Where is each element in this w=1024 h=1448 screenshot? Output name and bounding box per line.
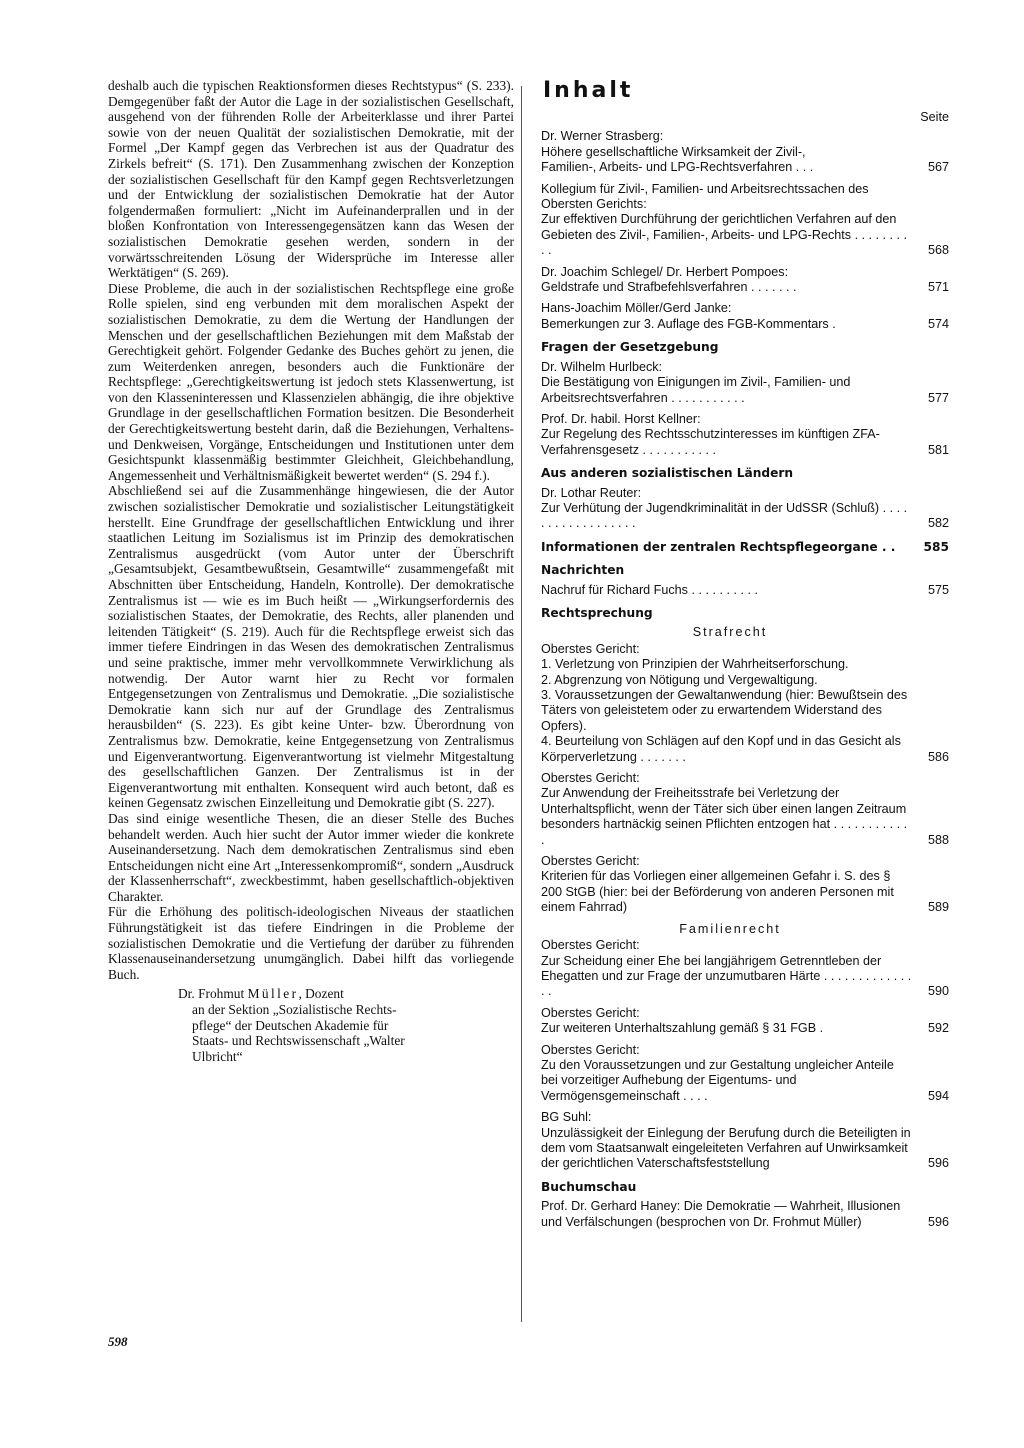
toc-entry-text — [541, 771, 913, 848]
toc-entry-author: BG Suhl: — [541, 1110, 592, 1125]
toc-title: Inhalt — [543, 78, 634, 103]
article-column — [108, 78, 514, 1064]
toc-entry-line: Kriterien für das Vorliegen einer allgemeinen Gefahr i. S. des § 200 StGB (hier: bei der Beförderung von anderen Personen mit einem Fahrrad) — [541, 869, 894, 915]
toc-entry-author: Dr. Wilhelm Hurlbeck: — [541, 359, 663, 374]
toc-entry — [541, 854, 949, 916]
toc-entry-line: Familien-, Arbeits- und LPG-Rechtsverfahren . . . — [541, 160, 814, 175]
toc-entry-line: Prof. Dr. Gerhard Haney: Die Demokratie — Wahrheit, Illusionen und Verfälschungen (besprochen von Dr. Frohmut Müller) — [541, 1199, 901, 1229]
toc-page-header: Seite — [920, 110, 949, 124]
toc-entry-author: Oberstes Gericht: — [541, 771, 640, 786]
toc-entry-text — [541, 938, 913, 1000]
toc-entry — [541, 938, 949, 1000]
toc-entry — [541, 642, 949, 765]
toc-entry-line: Nachruf für Richard Fuchs . . . . . . . . . . — [541, 582, 758, 597]
toc-entry-text — [541, 1110, 913, 1172]
toc-entry-line: Höhere gesellschaftliche Wirksamkeit der Zivil-, — [541, 144, 806, 159]
toc-entry-page: 596 — [927, 1214, 949, 1229]
toc-entry-page: 582 — [927, 516, 949, 531]
toc-entry-line: Zur Scheidung einer Ehe bei langjährigem Getrenntleben der Ehegatten und zur Frage der unzumutbaren Härte . . . . . . . . . . . . . . . — [541, 953, 912, 999]
toc-entry-page: 571 — [927, 280, 949, 295]
toc-entry-author: Oberstes Gericht: — [541, 1042, 640, 1057]
toc-entry-page: 589 — [927, 900, 949, 915]
toc-entry-page: 577 — [927, 390, 949, 405]
toc-entry-author: Oberstes Gericht: — [541, 641, 640, 656]
toc-section-heading-with-page — [541, 540, 949, 555]
toc-entry-text — [541, 1006, 913, 1037]
toc-strafrecht-entries — [541, 642, 949, 916]
toc-entry-text — [541, 642, 913, 765]
toc-entry-author: Oberstes Gericht: — [541, 1005, 640, 1020]
toc-entry-author: Dr. Joachim Schlegel/ Dr. Herbert Pompoes: — [541, 264, 789, 279]
toc-entry-page: 594 — [927, 1088, 949, 1103]
signature-author-line — [178, 986, 514, 1002]
page-number: 598 — [108, 1334, 128, 1349]
toc-entry-text — [541, 301, 913, 332]
toc-entry — [541, 583, 949, 598]
toc-entry-text — [541, 265, 913, 296]
article-paragraph: Diese Probleme, die auch in der sozialistischen Rechtspflege eine große Rolle spielen, sind eng verbunden mit dem moralischen Aspekt der sozialistischen Demokratie, zu dem die Wertung der Handlungen der Menschen und der gesellschaftlichen Beziehungen mit dem Maßstab der Gerechtigkeit gehört. Folgender Gedanke des Buches gehört zu jenen, die zum Weiterdenken anregen, besonders auch die Funktionäre der Rechtspflege: „Gerechtigkeitswertung ist jedoch stets Klassenwertung, ist von den Klasseninteressen und Klassenzielen abhängig, die ihre objektive Grundlage in der gesellschaftlichen Formation besitzen. Die Besonderheit der Gerechtigkeitswertung besteht darin, daß die Beziehungen, Verhaltens- und Denkweisen, Vorgänge, Entscheidungen und Institutionen unter dem Gesichtspunkt klassenmäßig bestimmter Gleichheit, Gleichbehandlung, Angemessenheit und Verhältnismäßigkeit bewertet werden“ (S. 294 f.). — [108, 280, 514, 483]
toc-entry-page: 592 — [927, 1021, 949, 1036]
toc-entry-line: Zur Verhütung der Jugendkriminalität in der UdSSR (Schluß) . . . . . . . . . . . . . . . . . . — [541, 500, 908, 531]
article-paragraph: Für die Erhöhung des politisch-ideologischen Niveaus der staatlichen Führungstätigkeit ist das tiefere Eindringen in die Probleme der sozialistischen Demokratie und die Vertiefung der darüber zu führenden Klassenauseinandersetzung unumgänglich. Dabei hilft das vorliegende Buch. — [108, 904, 514, 982]
signature-author-name: Müller — [247, 986, 299, 1002]
section-heading-buchumschau: Buchumschau — [541, 1179, 637, 1194]
toc-entry-page: 585 — [923, 539, 949, 554]
toc-entry — [541, 771, 949, 848]
article-paragraph: deshalb auch die typischen Reaktionsformen dieses Rechtstypus“ (S. 233). Demgegenüber faßt der Autor die Lage in der sozialistischen Gesellschaft, ausgehend von der führenden Rolle der Arbeiterklasse und ihrer Partei sowie von der neuen Qualität der sozialistischen Demokratie, mit der Formel „Der Kampf gegen das Verbrechen ist aus der Quadratur des Zirkels befreit“ (S. 171). Den Zusammenhang zwischen der Konzeption der sozialistischen Gesellschaft für den Kampf gegen Rechtsverletzungen und der Entwicklung der sozialistischen Demokratie hat der Autor folgendermaßen formuliert: „Nicht im Aufeinanderprallen und in der bloßen Konfrontation von Interessengegensätzen kann das Wesen der sozialistischen Demokratie gesehen werden, sondern in der vorwärtsschreitenden Lösung der Widersprüche im Interesse aller Werktätigen“ (S. 269). — [108, 78, 514, 281]
toc-entry-line: Zur Anwendung der Freiheitsstrafe bei Verletzung der Unterhaltspflicht, wenn der Täter sich über einen langen Zeitraum besonders hartnäckig seinen Pflichten entzogen hat . . . . . . . . . . . . — [541, 786, 908, 847]
subsection-strafrecht: Strafrecht — [692, 625, 768, 640]
toc-entry — [541, 182, 949, 259]
toc-entry-line: Unzulässigkeit der Einlegung der Berufung durch die Beteiligten in dem vom Staatsanwalt eingeleiteten Verfahren auf Unwirksamkeit der gerichtlichen Vaterschaftsfeststellung — [541, 1125, 911, 1171]
toc-entry-author: Dr. Werner Strasberg: — [541, 129, 664, 144]
toc-entry-line: Geldstrafe und Strafbefehlsverfahren . . . . . . . — [541, 280, 797, 295]
toc-entry — [541, 1199, 949, 1230]
toc-entry — [541, 412, 949, 458]
article-paragraph: Abschließend sei auf die Zusammenhänge hingewiesen, die der Autor zwischen sozialistischer Demokratie und sozialistischer Leitungstätigkeit herstellt. Eine Grundfrage der gesellschaftlichen Entwicklung und ihrer staatlichen Leitung im Sozialismus ist im Prinzip des demokratischen Zentralismus ausgedrückt (vom Autor unter der Überschrift „Gesamtsubjekt, Gesamtbewußtsein, Gesamtwille“ zusammengefaßt mit Abschnitten über Entscheidung, Handeln, Kontrolle). Der demokratische Zentralismus ist — wie es im Buch heißt — „Wirkungserfordernis des sozialistischen Staates, der Demokratie, des Rechts, aller planenden und leitenden Tätigkeit“ (S. 219). Auch für die Rechtspflege erweist sich das immer tiefere Eindringen in das Wesen des demokratischen Zentralismus und seine praktische, immer mehr vervollkommnete Verwirklichung als notwendig. Der Autor warnt hier zu Recht vor formalen Entgegensetzungen von Zentralismus und Demokratie. „Die sozialistische Demokratie kann sich nur auf der Grundlage des Zentralismus herausbilden“ (S. 223). Es gibt keine Unter- bzw. Überordnung von Zentralismus bzw. Demokratie, keine Entgegensetzung von Zentralismus und Eigenverantwortung. Eigenverantwortung ist vielmehr Mitgestaltung des gesellschaftlichen Ganzen. Der Zentralismus ist in der Eigenverantwortung mit enthalten. Konsequent wird auch betont, daß es keinen Gegensatz zwischen Einzelleitung und Demokratie gibt (S. 227). — [108, 483, 514, 811]
toc-section-heading: Informationen der zentralen Rechtspflegeorgane . . — [541, 539, 896, 554]
toc-entry-author: Oberstes Gericht: — [541, 854, 640, 869]
toc-entry-page: 588 — [927, 832, 949, 847]
toc-entry-line: 2. Abgrenzung von Nötigung und Vergewaltigung. — [541, 672, 818, 687]
toc-entry-text — [541, 854, 913, 916]
toc-entry-text — [541, 182, 913, 259]
toc-entry-page: 586 — [927, 749, 949, 764]
toc-column — [541, 78, 949, 1236]
signature-author-suffix: , Dozent — [298, 986, 344, 1002]
toc-section-heading: Fragen der Gesetzgebung — [541, 340, 719, 355]
signature-author-prefix: Dr. Frohmut — [178, 986, 245, 1002]
toc-entry-line: Zu den Voraussetzungen und zur Gestaltung ungleicher Anteile bei vorzeitiger Aufhebung der Eigentums- und Vermögensgemeinschaft . . . . — [541, 1057, 894, 1103]
toc-entry-page: 568 — [927, 243, 949, 258]
toc-entry-line: Die Bestätigung von Einigungen im Zivil-, Familien- und Arbeitsrechtsverfahren . . . . . . . . . . . — [541, 375, 851, 405]
toc-sections — [541, 340, 949, 598]
signature-line: pflege“ der Deutschen Akademie für — [192, 1017, 389, 1033]
toc-entry-page: 596 — [927, 1156, 949, 1171]
toc-entry-page: 574 — [927, 316, 949, 331]
toc-entry — [541, 1043, 949, 1105]
subsection-familienrecht: Familienrecht — [679, 921, 781, 936]
toc-entry-page: 581 — [927, 442, 949, 457]
signature-line: Ulbricht“ — [192, 1048, 243, 1064]
toc-entry — [541, 486, 949, 532]
toc-entry-text — [541, 360, 913, 406]
toc-entry-text — [541, 412, 913, 458]
section-heading-rechtsprechung: Rechtsprechung — [541, 605, 653, 620]
toc-entry-author: Oberstes Gericht: — [541, 938, 640, 953]
toc-entry-page: 575 — [927, 582, 949, 597]
toc-section-heading: Aus anderen sozialistischen Ländern — [541, 466, 794, 481]
toc-entry-line: Zur weiteren Unterhaltszahlung gemäß § 31 FGB . — [541, 1021, 824, 1036]
toc-entry-line: Zur effektiven Durchführung der gerichtlichen Verfahren auf den Gebieten des Zivil-, Familien-, Arbeits- und LPG-Rechts . . . . . . . . . . — [541, 212, 908, 258]
toc-entry-line: 1. Verletzung von Prinzipien der Wahrheitserforschung. — [541, 657, 849, 672]
toc-entry-author: Hans-Joachim Möller/Gerd Janke: — [541, 301, 732, 316]
author-signature — [178, 986, 514, 1064]
toc-entry-text — [541, 583, 913, 598]
toc-entry-line: Zur Regelung des Rechtsschutzinteresses im künftigen ZFA-Verfahrensgesetz . . . . . . . . . . . — [541, 427, 880, 457]
toc-entry-text — [541, 1043, 913, 1105]
toc-entry-text — [541, 486, 913, 532]
toc-familienrecht-entries — [541, 938, 949, 1172]
toc-entry-page: 567 — [927, 160, 949, 175]
toc-entry-author: Kollegium für Zivil-, Familien- und Arbeitsrechtssachen des Obersten Gerichts: — [541, 181, 869, 212]
toc-entry-line: 4. Beurteilung von Schlägen auf den Kopf und in das Gesicht als Körperverletzung . . . . . . . — [541, 734, 901, 764]
toc-entry — [541, 301, 949, 332]
signature-line: Staats- und Rechtswissenschaft „Walter — [192, 1033, 405, 1049]
toc-entry — [541, 1110, 949, 1172]
toc-entry-text — [541, 129, 913, 175]
toc-entry-author: Prof. Dr. habil. Horst Kellner: — [541, 411, 701, 426]
toc-entry-page: 590 — [927, 984, 949, 999]
toc-entry — [541, 129, 949, 175]
column-divider — [521, 86, 522, 1322]
toc-entry-author: Dr. Lothar Reuter: — [541, 485, 642, 500]
toc-top-entries — [541, 129, 949, 332]
toc-entry — [541, 265, 949, 296]
toc-entry — [541, 360, 949, 406]
toc-section-heading: Nachrichten — [541, 563, 625, 578]
toc-entry-line: 3. Voraussetzungen der Gewaltanwendung (hier: Bewußtsein des Täters von geleistetem oder zu erwartendem Widerstand des Opfers). — [541, 688, 908, 733]
toc-entry-line: Bemerkungen zur 3. Auflage des FGB-Kommentars . — [541, 316, 836, 331]
toc-entry — [541, 1006, 949, 1037]
signature-line: an der Sektion „Sozialistische Rechts- — [192, 1002, 397, 1018]
toc-entry-text — [541, 1199, 913, 1230]
article-paragraph: Das sind einige wesentliche Thesen, die an dieser Stelle des Buches behandelt werden. Auch hier sucht der Autor immer wieder die konkrete Auseinandersetzung. Nach dem demokratischen Zentralismus sind eben Entscheidungen nicht eine Art „Interessenkompromiß“, sondern „Ausdruck der Klassenherrschaft“, zweckbestimmt, haben gesellschaftlich-objektiven Charakter. — [108, 810, 514, 904]
